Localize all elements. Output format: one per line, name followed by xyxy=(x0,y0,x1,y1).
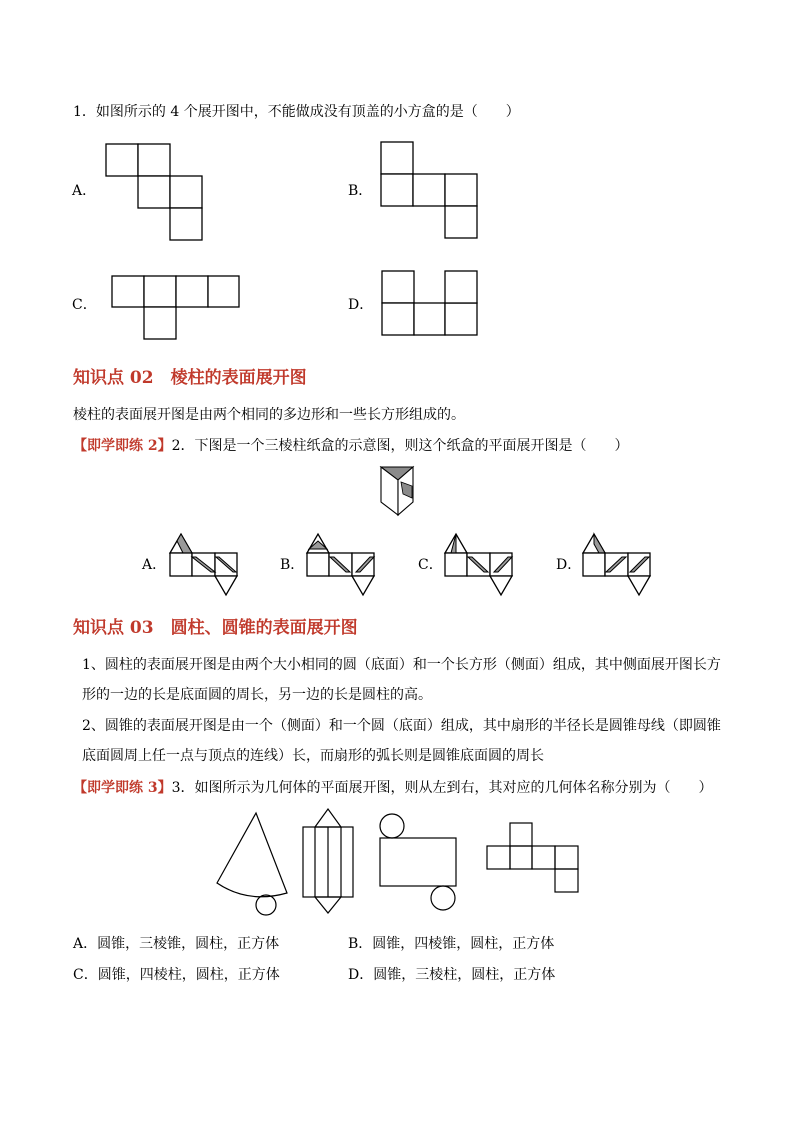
q1-stem: 1．如图所示的 4 个展开图中，不能做成没有顶盖的小方盒的是（ ） xyxy=(73,104,520,120)
q3-option-a[interactable]: A．圆锥，三棱锥，圆柱，正方体 xyxy=(73,936,280,952)
q2-option-d-label[interactable]: D． xyxy=(556,557,582,573)
kp02-description: 棱柱的表面展开图是由两个相同的多边形和一些长方形组成的。 xyxy=(73,407,465,423)
q1-option-a-label[interactable]: A． xyxy=(72,183,97,199)
kp03-paragraph-1: 1、圆柱的表面展开图是由两个大小相同的圆（底面）和一个长方形（侧面）组成，其中侧面展开图长方形的一边的长是底面圆的周长，另一边的长是圆柱的高。 xyxy=(82,657,721,703)
q3-stem: 3．如图所示为几何体的平面展开图，则从左到右，其对应的几何体名称分别为（ ） xyxy=(171,780,713,796)
q2-option-c-label[interactable]: C． xyxy=(418,557,443,573)
q3-option-c[interactable]: C．圆锥，四棱柱，圆柱，正方体 xyxy=(73,967,280,983)
q1-option-d-label[interactable]: D． xyxy=(348,297,374,313)
q3-tag: 【即学即练 3】 xyxy=(73,780,172,796)
q1-option-c-label[interactable]: C． xyxy=(72,297,97,313)
kp03-paragraph-2: 2、圆锥的表面展开图是由一个（侧面）和一个圆（底面）组成，其中扇形的半径长是圆锥母线（即圆锥底面圆周上任一点与顶点的连线）长，而扇形的弧长则是圆锥底面圆的周长 xyxy=(82,718,721,764)
q2-tag: 【即学即练 2】 xyxy=(73,438,172,454)
q2-option-a-label[interactable]: A． xyxy=(142,557,167,573)
kp02-heading: 知识点 02 棱柱的表面展开图 xyxy=(73,368,307,388)
q1-option-b-label[interactable]: B． xyxy=(348,183,373,199)
q3-option-b[interactable]: B．圆锥，四棱锥，圆柱，正方体 xyxy=(348,936,555,952)
q3-option-d[interactable]: D．圆锥，三棱柱，圆柱，正方体 xyxy=(348,967,556,983)
q2-option-b-label[interactable]: B． xyxy=(280,557,305,573)
q2-stem: 2．下图是一个三棱柱纸盒的示意图，则这个纸盒的平面展开图是（ ） xyxy=(171,438,629,454)
kp03-heading: 知识点 03 圆柱、圆锥的表面展开图 xyxy=(73,618,358,638)
